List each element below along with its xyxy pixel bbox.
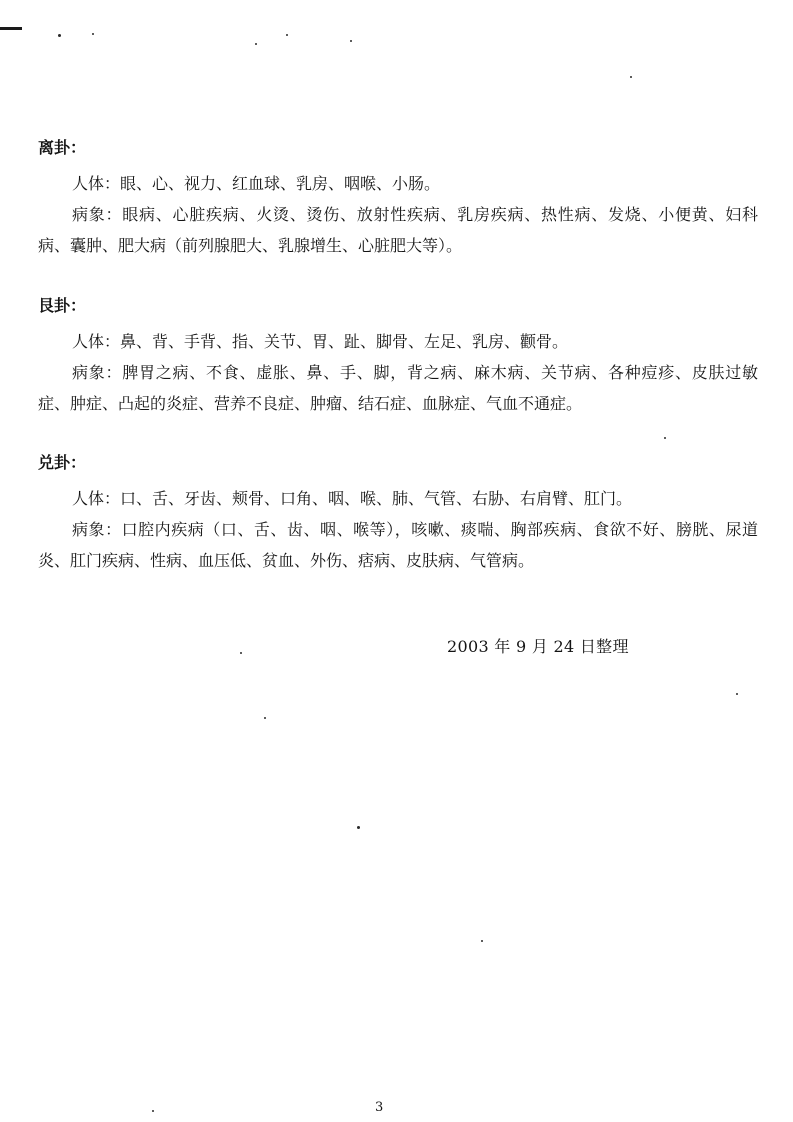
scan-speck — [264, 717, 266, 719]
compiled-date: 2003 年 9 月 24 日整理 — [447, 637, 629, 656]
scan-speck — [481, 940, 483, 942]
scan-speck — [736, 693, 738, 695]
body-parts-paragraph: 人体：鼻、背、手背、指、关节、胃、趾、脚骨、左足、乳房、颧骨。 — [72, 332, 569, 351]
scan-artifact — [0, 27, 22, 30]
body-parts-paragraph: 人体：眼、心、视力、红血球、乳房、咽喉、小肠。 — [72, 174, 441, 193]
scan-speck — [630, 76, 632, 78]
scan-speck — [255, 43, 257, 45]
scan-speck — [240, 652, 242, 654]
section-dui-trigram — [38, 453, 758, 576]
disease-paragraph: 病象：脾胃之病、不食、虚胀、鼻、手、脚，背之病、麻木病、关节病、各种痘疹、皮肤过敏症、肿症、凸起的炎症、营养不良症、肿瘤、结石症、血脉症、气血不通症。 — [38, 363, 758, 413]
scan-speck — [286, 34, 288, 36]
section-li-trigram — [38, 138, 758, 261]
disease-paragraph: 病象：眼病、心脏疾病、火烫、烫伤、放射性疾病、乳房疾病、热性病、发烧、小便黄、妇科病、囊肿、肥大病（前列腺肥大、乳腺增生、心脏肥大等）。 — [38, 205, 758, 255]
scan-speck — [92, 33, 94, 35]
section-heading: 艮卦： — [38, 296, 87, 315]
disease-paragraph: 病象：口腔内疾病（口、舌、齿、咽、喉等），咳嗽、痰喘、胸部疾病、食欲不好、膀胱、尿道炎、肛门疾病、性病、血压低、贫血、外伤、痞病、皮肤病、气管病。 — [38, 520, 758, 570]
section-heading: 兑卦： — [38, 453, 87, 472]
section-gen-trigram — [38, 296, 758, 419]
page-number: 3 — [375, 1100, 384, 1115]
body-parts-paragraph: 人体：口、舌、牙齿、颊骨、口角、咽、喉、肺、气管、右胁、右肩臂、肛门。 — [72, 489, 633, 508]
scan-speck — [152, 1110, 154, 1112]
scan-speck — [357, 826, 360, 829]
scan-speck — [664, 437, 666, 439]
section-heading: 离卦： — [38, 138, 87, 157]
scan-speck — [350, 40, 352, 42]
scan-speck — [58, 34, 61, 37]
